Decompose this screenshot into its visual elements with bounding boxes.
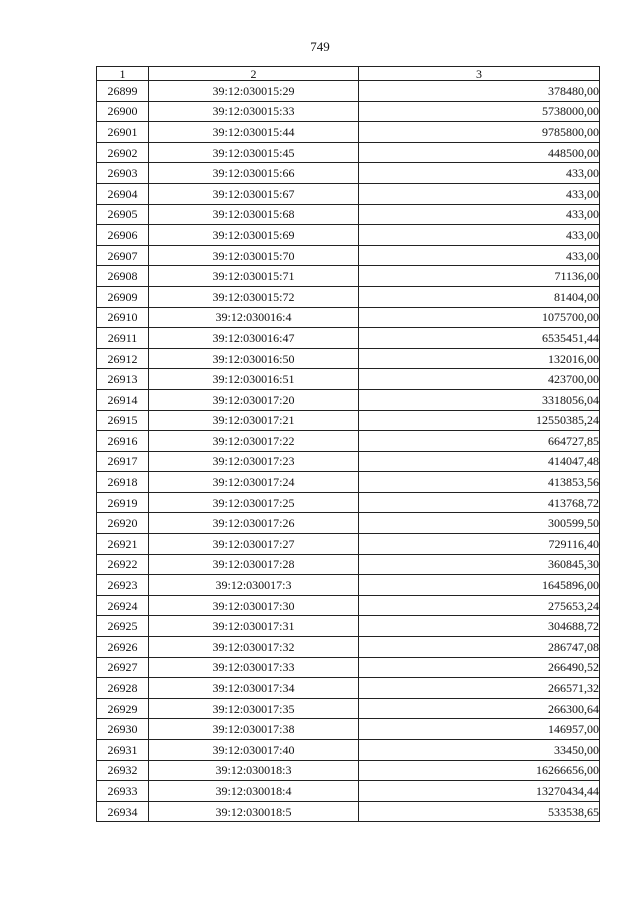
cadastral-value-cell: 433,00 <box>359 163 600 184</box>
table-row <box>97 245 600 266</box>
cadastral-number-cell: 39:12:030017:30 <box>149 595 359 616</box>
table-row <box>97 492 600 513</box>
cadastral-value-cell: 132016,00 <box>359 348 600 369</box>
table-row <box>97 801 600 822</box>
cadastral-value-cell: 413768,72 <box>359 492 600 513</box>
cadastral-number-cell: 39:12:030017:32 <box>149 637 359 658</box>
table-row <box>97 554 600 575</box>
cadastral-number-cell: 39:12:030017:25 <box>149 492 359 513</box>
cadastral-value-cell: 146957,00 <box>359 719 600 740</box>
row-number-cell: 26913 <box>97 369 149 390</box>
cadastral-value-cell: 266571,32 <box>359 678 600 699</box>
row-number-cell: 26919 <box>97 492 149 513</box>
table-row <box>97 225 600 246</box>
cadastral-number-cell: 39:12:030018:5 <box>149 801 359 822</box>
cadastral-number-cell: 39:12:030015:33 <box>149 101 359 122</box>
cadastral-value-cell: 81404,00 <box>359 286 600 307</box>
cadastral-value-cell: 433,00 <box>359 183 600 204</box>
cadastral-value-cell: 12550385,24 <box>359 410 600 431</box>
row-number-cell: 26933 <box>97 781 149 802</box>
table-row <box>97 534 600 555</box>
row-number-cell: 26914 <box>97 389 149 410</box>
cadastral-number-cell: 39:12:030018:4 <box>149 781 359 802</box>
row-number-cell: 26903 <box>97 163 149 184</box>
table-row <box>97 389 600 410</box>
cadastral-number-cell: 39:12:030017:23 <box>149 451 359 472</box>
cadastral-number-cell: 39:12:030017:3 <box>149 575 359 596</box>
cadastral-number-cell: 39:12:030015:72 <box>149 286 359 307</box>
cadastral-number-cell: 39:12:030017:31 <box>149 616 359 637</box>
cadastral-number-cell: 39:12:030016:51 <box>149 369 359 390</box>
cadastral-value-cell: 300599,50 <box>359 513 600 534</box>
row-number-cell: 26905 <box>97 204 149 225</box>
cadastral-value-cell: 433,00 <box>359 245 600 266</box>
row-number-cell: 26929 <box>97 698 149 719</box>
table-row <box>97 637 600 658</box>
row-number-cell: 26927 <box>97 657 149 678</box>
table-row <box>97 122 600 143</box>
row-number-cell: 26922 <box>97 554 149 575</box>
cadastral-value-cell: 275653,24 <box>359 595 600 616</box>
cadastral-number-cell: 39:12:030015:70 <box>149 245 359 266</box>
table-row <box>97 781 600 802</box>
table-row <box>97 740 600 761</box>
cadastral-number-cell: 39:12:030015:44 <box>149 122 359 143</box>
row-number-cell: 26911 <box>97 328 149 349</box>
row-number-cell: 26906 <box>97 225 149 246</box>
row-number-cell: 26920 <box>97 513 149 534</box>
row-number-cell: 26912 <box>97 348 149 369</box>
table-row <box>97 616 600 637</box>
row-number-cell: 26918 <box>97 472 149 493</box>
table-row <box>97 369 600 390</box>
cadastral-number-cell: 39:12:030017:40 <box>149 740 359 761</box>
row-number-cell: 26931 <box>97 740 149 761</box>
cadastral-value-cell: 414047,48 <box>359 451 600 472</box>
cadastral-value-cell: 13270434,44 <box>359 781 600 802</box>
cadastral-number-cell: 39:12:030017:21 <box>149 410 359 431</box>
cadastral-value-cell: 266490,52 <box>359 657 600 678</box>
row-number-cell: 26910 <box>97 307 149 328</box>
row-number-cell: 26934 <box>97 801 149 822</box>
cadastral-number-cell: 39:12:030017:33 <box>149 657 359 678</box>
cadastral-value-cell: 266300,64 <box>359 698 600 719</box>
cadastral-number-cell: 39:12:030015:68 <box>149 204 359 225</box>
cadastral-value-cell: 304688,72 <box>359 616 600 637</box>
cadastral-number-cell: 39:12:030017:22 <box>149 431 359 452</box>
table-row <box>97 451 600 472</box>
cadastral-value-cell: 423700,00 <box>359 369 600 390</box>
cadastral-value-table <box>96 66 600 822</box>
cadastral-number-cell: 39:12:030015:69 <box>149 225 359 246</box>
cadastral-value-cell: 6535451,44 <box>359 328 600 349</box>
row-number-cell: 26926 <box>97 637 149 658</box>
cadastral-number-cell: 39:12:030015:66 <box>149 163 359 184</box>
cadastral-number-cell: 39:12:030015:29 <box>149 81 359 102</box>
cadastral-number-cell: 39:12:030018:3 <box>149 760 359 781</box>
table-row <box>97 513 600 534</box>
row-number-cell: 26921 <box>97 534 149 555</box>
row-number-cell: 26923 <box>97 575 149 596</box>
page-number: 749 <box>310 39 330 54</box>
row-number-cell: 26908 <box>97 266 149 287</box>
row-number-cell: 26900 <box>97 101 149 122</box>
row-number-cell: 26901 <box>97 122 149 143</box>
table-row <box>97 657 600 678</box>
column-header-2: 2 <box>149 67 359 81</box>
table-row <box>97 163 600 184</box>
table-row <box>97 348 600 369</box>
row-number-cell: 26928 <box>97 678 149 699</box>
cadastral-value-cell: 9785800,00 <box>359 122 600 143</box>
row-number-cell: 26917 <box>97 451 149 472</box>
table-row <box>97 81 600 102</box>
table-row <box>97 678 600 699</box>
table-row <box>97 286 600 307</box>
table-row <box>97 575 600 596</box>
table-row <box>97 142 600 163</box>
table-row <box>97 698 600 719</box>
cadastral-number-cell: 39:12:030016:4 <box>149 307 359 328</box>
cadastral-value-cell: 664727,85 <box>359 431 600 452</box>
row-number-cell: 26925 <box>97 616 149 637</box>
cadastral-number-cell: 39:12:030017:34 <box>149 678 359 699</box>
row-number-cell: 26899 <box>97 81 149 102</box>
cadastral-number-cell: 39:12:030017:20 <box>149 389 359 410</box>
cadastral-value-cell: 433,00 <box>359 225 600 246</box>
table-row <box>97 307 600 328</box>
cadastral-value-cell: 413853,56 <box>359 472 600 493</box>
table-row <box>97 719 600 740</box>
table-row <box>97 101 600 122</box>
cadastral-value-cell: 3318056,04 <box>359 389 600 410</box>
table-header-row <box>97 67 600 81</box>
row-number-cell: 26915 <box>97 410 149 431</box>
cadastral-value-cell: 533538,65 <box>359 801 600 822</box>
cadastral-number-cell: 39:12:030015:45 <box>149 142 359 163</box>
row-number-cell: 26930 <box>97 719 149 740</box>
row-number-cell: 26932 <box>97 760 149 781</box>
cadastral-value-cell: 1075700,00 <box>359 307 600 328</box>
table-row <box>97 472 600 493</box>
table-row <box>97 410 600 431</box>
table-row <box>97 266 600 287</box>
table-row <box>97 183 600 204</box>
table-row <box>97 431 600 452</box>
row-number-cell: 26904 <box>97 183 149 204</box>
column-header-1: 1 <box>97 67 149 81</box>
table-row <box>97 595 600 616</box>
cadastral-value-cell: 448500,00 <box>359 142 600 163</box>
column-header-3: 3 <box>359 67 600 81</box>
cadastral-number-cell: 39:12:030017:35 <box>149 698 359 719</box>
row-number-cell: 26902 <box>97 142 149 163</box>
cadastral-value-cell: 729116,40 <box>359 534 600 555</box>
cadastral-number-cell: 39:12:030015:71 <box>149 266 359 287</box>
row-number-cell: 26909 <box>97 286 149 307</box>
cadastral-value-cell: 71136,00 <box>359 266 600 287</box>
cadastral-number-cell: 39:12:030016:50 <box>149 348 359 369</box>
cadastral-value-cell: 1645896,00 <box>359 575 600 596</box>
cadastral-number-cell: 39:12:030017:38 <box>149 719 359 740</box>
cadastral-number-cell: 39:12:030016:47 <box>149 328 359 349</box>
cadastral-value-cell: 5738000,00 <box>359 101 600 122</box>
cadastral-value-cell: 360845,30 <box>359 554 600 575</box>
table-row <box>97 204 600 225</box>
cadastral-number-cell: 39:12:030017:24 <box>149 472 359 493</box>
cadastral-number-cell: 39:12:030017:28 <box>149 554 359 575</box>
cadastral-value-cell: 378480,00 <box>359 81 600 102</box>
table-body <box>97 81 600 822</box>
cadastral-number-cell: 39:12:030015:67 <box>149 183 359 204</box>
row-number-cell: 26907 <box>97 245 149 266</box>
cadastral-value-cell: 16266656,00 <box>359 760 600 781</box>
cadastral-value-cell: 33450,00 <box>359 740 600 761</box>
table-row <box>97 328 600 349</box>
cadastral-value-cell: 433,00 <box>359 204 600 225</box>
cadastral-value-cell: 286747,08 <box>359 637 600 658</box>
cadastral-number-cell: 39:12:030017:27 <box>149 534 359 555</box>
cadastral-number-cell: 39:12:030017:26 <box>149 513 359 534</box>
row-number-cell: 26924 <box>97 595 149 616</box>
table-row <box>97 760 600 781</box>
row-number-cell: 26916 <box>97 431 149 452</box>
